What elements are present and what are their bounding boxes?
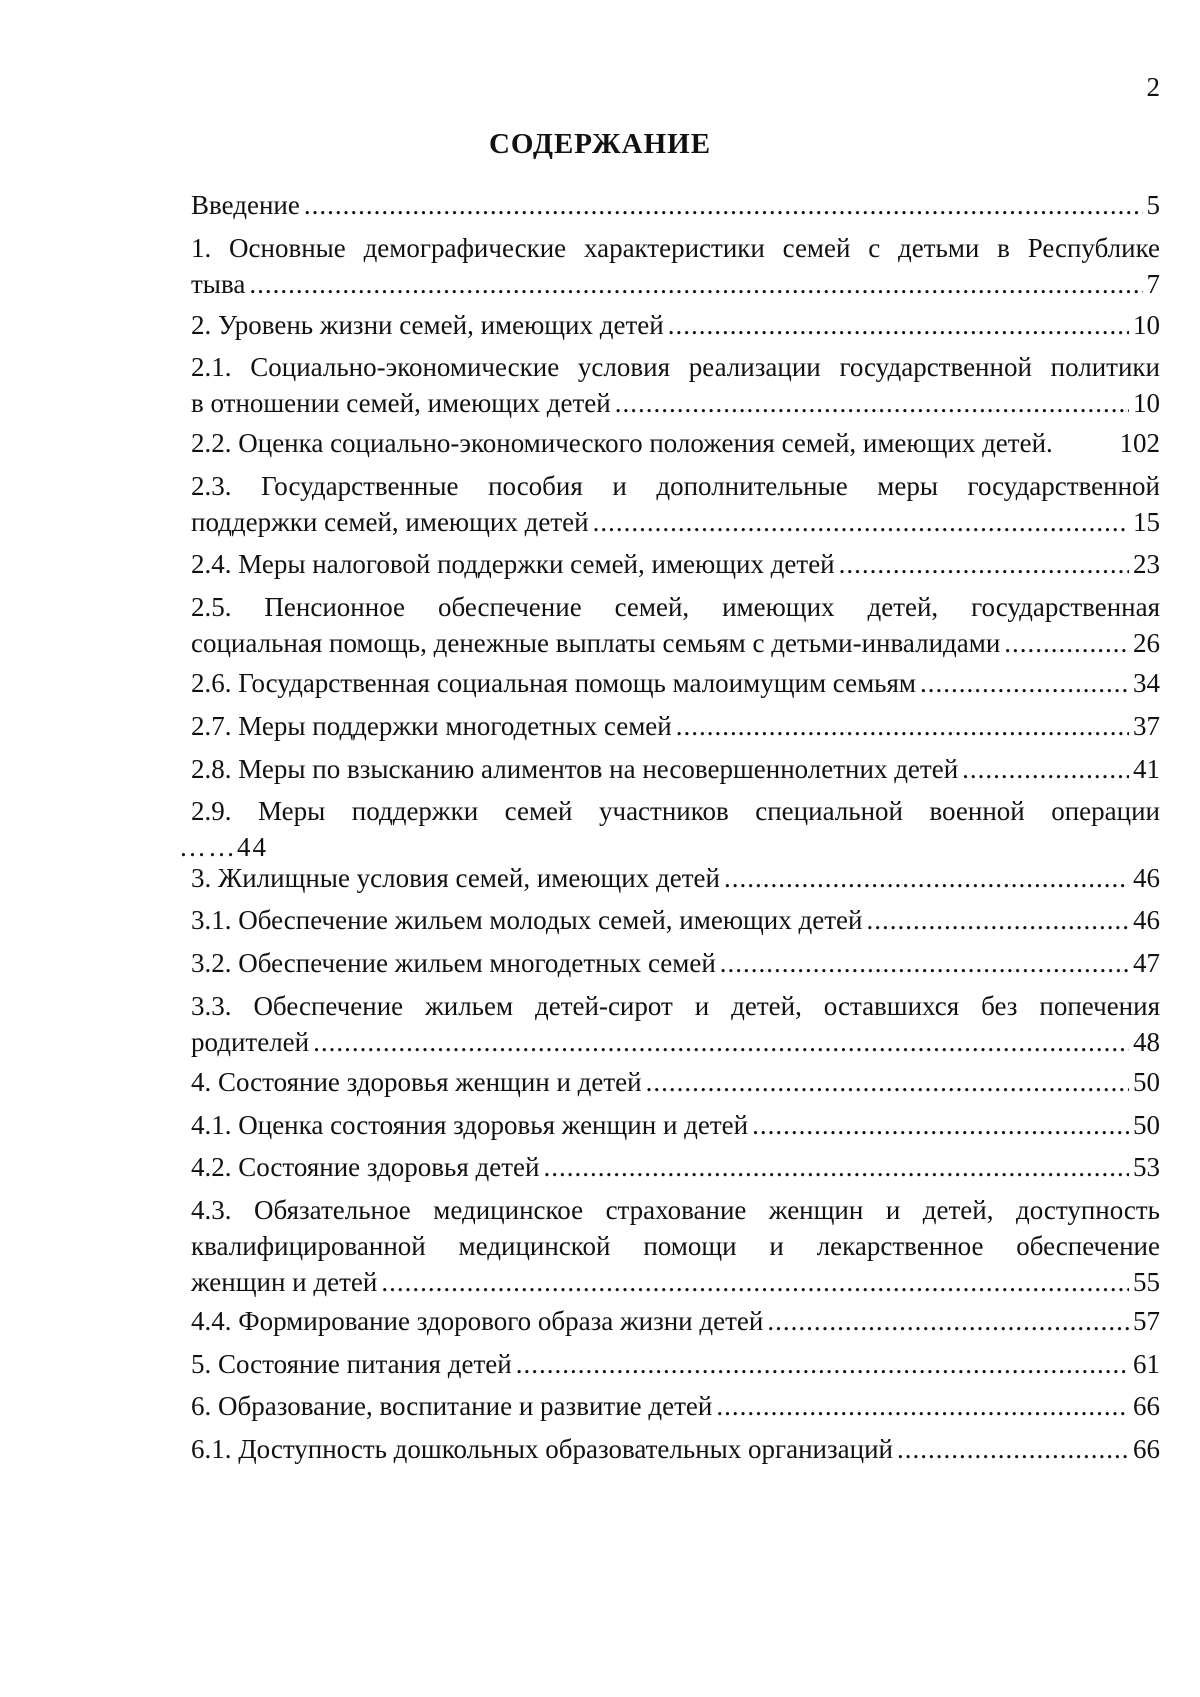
toc-entry-2-3[interactable]: [191, 468, 1160, 540]
toc-entry-page: 57: [1133, 1306, 1160, 1336]
toc-entry-page: 41: [1133, 754, 1160, 784]
toc-entry-3[interactable]: [191, 860, 1160, 896]
toc-entry-label: 2.5. Пенсионное обеспечение семей, имеющих детей, государственная: [191, 592, 1160, 622]
toc-entry-label: 4.2. Состояние здоровья детей: [191, 1152, 540, 1182]
toc-entry-page: 34: [1133, 668, 1160, 698]
toc-entry-3-2[interactable]: [191, 945, 1160, 981]
toc-entry-label: 2.2. Оценка социально-экономического положения семей, имеющих детей.: [191, 428, 1053, 458]
toc-entry-page: 46: [1133, 905, 1160, 935]
toc-entry-2-4[interactable]: [191, 546, 1160, 582]
toc-entry-label: 2.3. Государственные пособия и дополнительные меры государственной: [191, 471, 1160, 501]
toc-entry-2-7[interactable]: [191, 708, 1160, 744]
dot-leader: [516, 1346, 1129, 1382]
toc-entry-1[interactable]: [191, 230, 1160, 302]
dot-leader: [676, 708, 1129, 744]
dot-leader: [304, 187, 1143, 223]
toc-entry-4-4[interactable]: [191, 1303, 1160, 1339]
toc-entry-3-1[interactable]: [191, 902, 1160, 938]
toc-entry-2-9[interactable]: [179, 793, 1160, 865]
toc-entry-label: 4.1. Оценка состояния здоровья женщин и детей: [191, 1110, 749, 1140]
toc-entry-label: 2.6. Государственная социальная помощь малоимущим семьям: [191, 668, 916, 698]
toc-entry-label: 3.1. Обеспечение жильем молодых семей, имеющих детей: [191, 905, 863, 935]
toc-entry-label: 2.7. Меры поддержки многодетных семей: [191, 711, 672, 741]
toc-entry-label: 3.3. Обеспечение жильем детей-сирот и детей, оставшихся без попечения: [191, 991, 1160, 1021]
toc-entry-page: 23: [1133, 549, 1160, 579]
toc-entry-5[interactable]: [191, 1346, 1160, 1382]
toc-entry-2[interactable]: [191, 307, 1160, 343]
toc-entry-page: 53: [1133, 1152, 1160, 1182]
toc-entry-introduction[interactable]: [191, 187, 1160, 223]
toc-entry-label: 4.3. Обязательное медицинское страхование женщин и детей, доступность: [191, 1195, 1160, 1225]
toc-entry-label: 4.4. Формирование здорового образа жизни детей: [191, 1306, 764, 1336]
toc-entry-label: 6. Образование, воспитание и развитие детей: [191, 1391, 713, 1421]
toc-title: СОДЕРЖАНИЕ: [488, 128, 712, 160]
dot-leader: [866, 902, 1129, 938]
toc-entry-label-cont: женщин и детей: [191, 1267, 378, 1297]
toc-entry-label: 3. Жилищные условия семей, имеющих детей: [191, 863, 720, 893]
dot-leader: [1004, 625, 1129, 661]
toc-entry-2-6[interactable]: [191, 665, 1160, 701]
toc-entry-page: 48: [1133, 1027, 1160, 1057]
toc-entry-page: 66: [1133, 1434, 1160, 1464]
toc-entry-page: 15: [1133, 507, 1160, 537]
toc-entry-6-1[interactable]: [191, 1431, 1160, 1467]
toc-entry-page: 50: [1133, 1110, 1160, 1140]
toc-entry-label: 2.4. Меры налоговой поддержки семей, имеющих детей: [191, 549, 835, 579]
dot-leader: [724, 860, 1129, 896]
toc-entry-page: ……44: [179, 832, 268, 862]
toc-entry-page: 10: [1133, 310, 1160, 340]
dot-leader: [313, 1024, 1129, 1060]
toc-entry-4[interactable]: [191, 1064, 1160, 1100]
toc-entry-label-cont: поддержки семей, имеющих детей: [191, 507, 589, 537]
dot-leader: [249, 266, 1142, 302]
dot-leader: [716, 1388, 1129, 1424]
toc-entry-page: 26: [1133, 628, 1160, 658]
dot-leader: [767, 1303, 1129, 1339]
toc-entry-label: 2. Уровень жизни семей, имеющих детей: [191, 310, 664, 340]
toc-entry-page: 37: [1133, 711, 1160, 741]
dot-leader: [544, 1149, 1130, 1185]
toc-entry-label-cont: квалифицированной медицинской помощи и лекарственное обеспечение: [191, 1231, 1160, 1261]
toc-entry-label: 2.8. Меры по взысканию алиментов на несовершеннолетних детей: [191, 754, 959, 784]
toc-entry-page: 55: [1133, 1267, 1160, 1297]
toc-entry-2-1[interactable]: [191, 349, 1160, 421]
toc-entry-label: 2.9. Меры поддержки семей участников специальной военной операции: [191, 796, 1160, 826]
toc-entry-label: Введение: [191, 190, 300, 220]
toc-entry-2-8[interactable]: [191, 751, 1160, 787]
toc-entry-label-cont: в отношении семей, имеющих детей: [191, 388, 611, 418]
dot-leader: [920, 665, 1129, 701]
toc-entry-label: 5. Состояние питания детей: [191, 1349, 512, 1379]
toc-entry-label: 1. Основные демографические характеристики семей с детьми в Республике: [191, 233, 1160, 263]
dot-leader: [752, 1107, 1129, 1143]
toc-entry-2-2[interactable]: [191, 425, 1160, 461]
toc-entry-3-3[interactable]: [191, 988, 1160, 1060]
toc-entry-4-1[interactable]: [191, 1107, 1160, 1143]
toc-entry-4-2[interactable]: [191, 1149, 1160, 1185]
dot-leader: [839, 546, 1129, 582]
toc-entry-page: 7: [1146, 269, 1160, 299]
toc-entry-6[interactable]: [191, 1388, 1160, 1424]
toc-entry-label-cont: тыва: [191, 269, 246, 299]
toc-entry-page: 66: [1133, 1391, 1160, 1421]
toc-entry-page: 102: [1119, 428, 1160, 458]
toc-entry-2-5[interactable]: [191, 589, 1160, 661]
toc-entry-4-3[interactable]: [191, 1192, 1160, 1300]
toc-entry-page: 50: [1133, 1067, 1160, 1097]
dot-leader: [720, 945, 1129, 981]
page-number: 2: [1146, 72, 1160, 102]
toc-entry-label-cont: родителей: [191, 1027, 310, 1057]
toc-entry-label: 6.1. Доступность дошкольных образовательных организаций: [191, 1434, 893, 1464]
dot-leader: [646, 1064, 1129, 1100]
toc-entry-label: 2.1. Социально-экономические условия реализации государственной политики: [191, 352, 1160, 382]
toc-entry-label-cont: социальная помощь, денежные выплаты семьям с детьми-инвалидами: [191, 628, 1001, 658]
toc-entry-page: 47: [1133, 948, 1160, 978]
toc-entry-page: 61: [1133, 1349, 1160, 1379]
dot-leader: [615, 385, 1129, 421]
dot-leader: [897, 1431, 1129, 1467]
dot-leader: [962, 751, 1129, 787]
dot-leader: [381, 1264, 1129, 1300]
toc-entry-page: 46: [1133, 863, 1160, 893]
dot-leader: [593, 504, 1129, 540]
dot-leader: [668, 307, 1129, 343]
toc-entry-page: 10: [1133, 388, 1160, 418]
toc-entry-label: 4. Состояние здоровья женщин и детей: [191, 1067, 642, 1097]
toc-entry-page: 5: [1146, 190, 1160, 220]
toc-entry-label: 3.2. Обеспечение жильем многодетных семей: [191, 948, 716, 978]
